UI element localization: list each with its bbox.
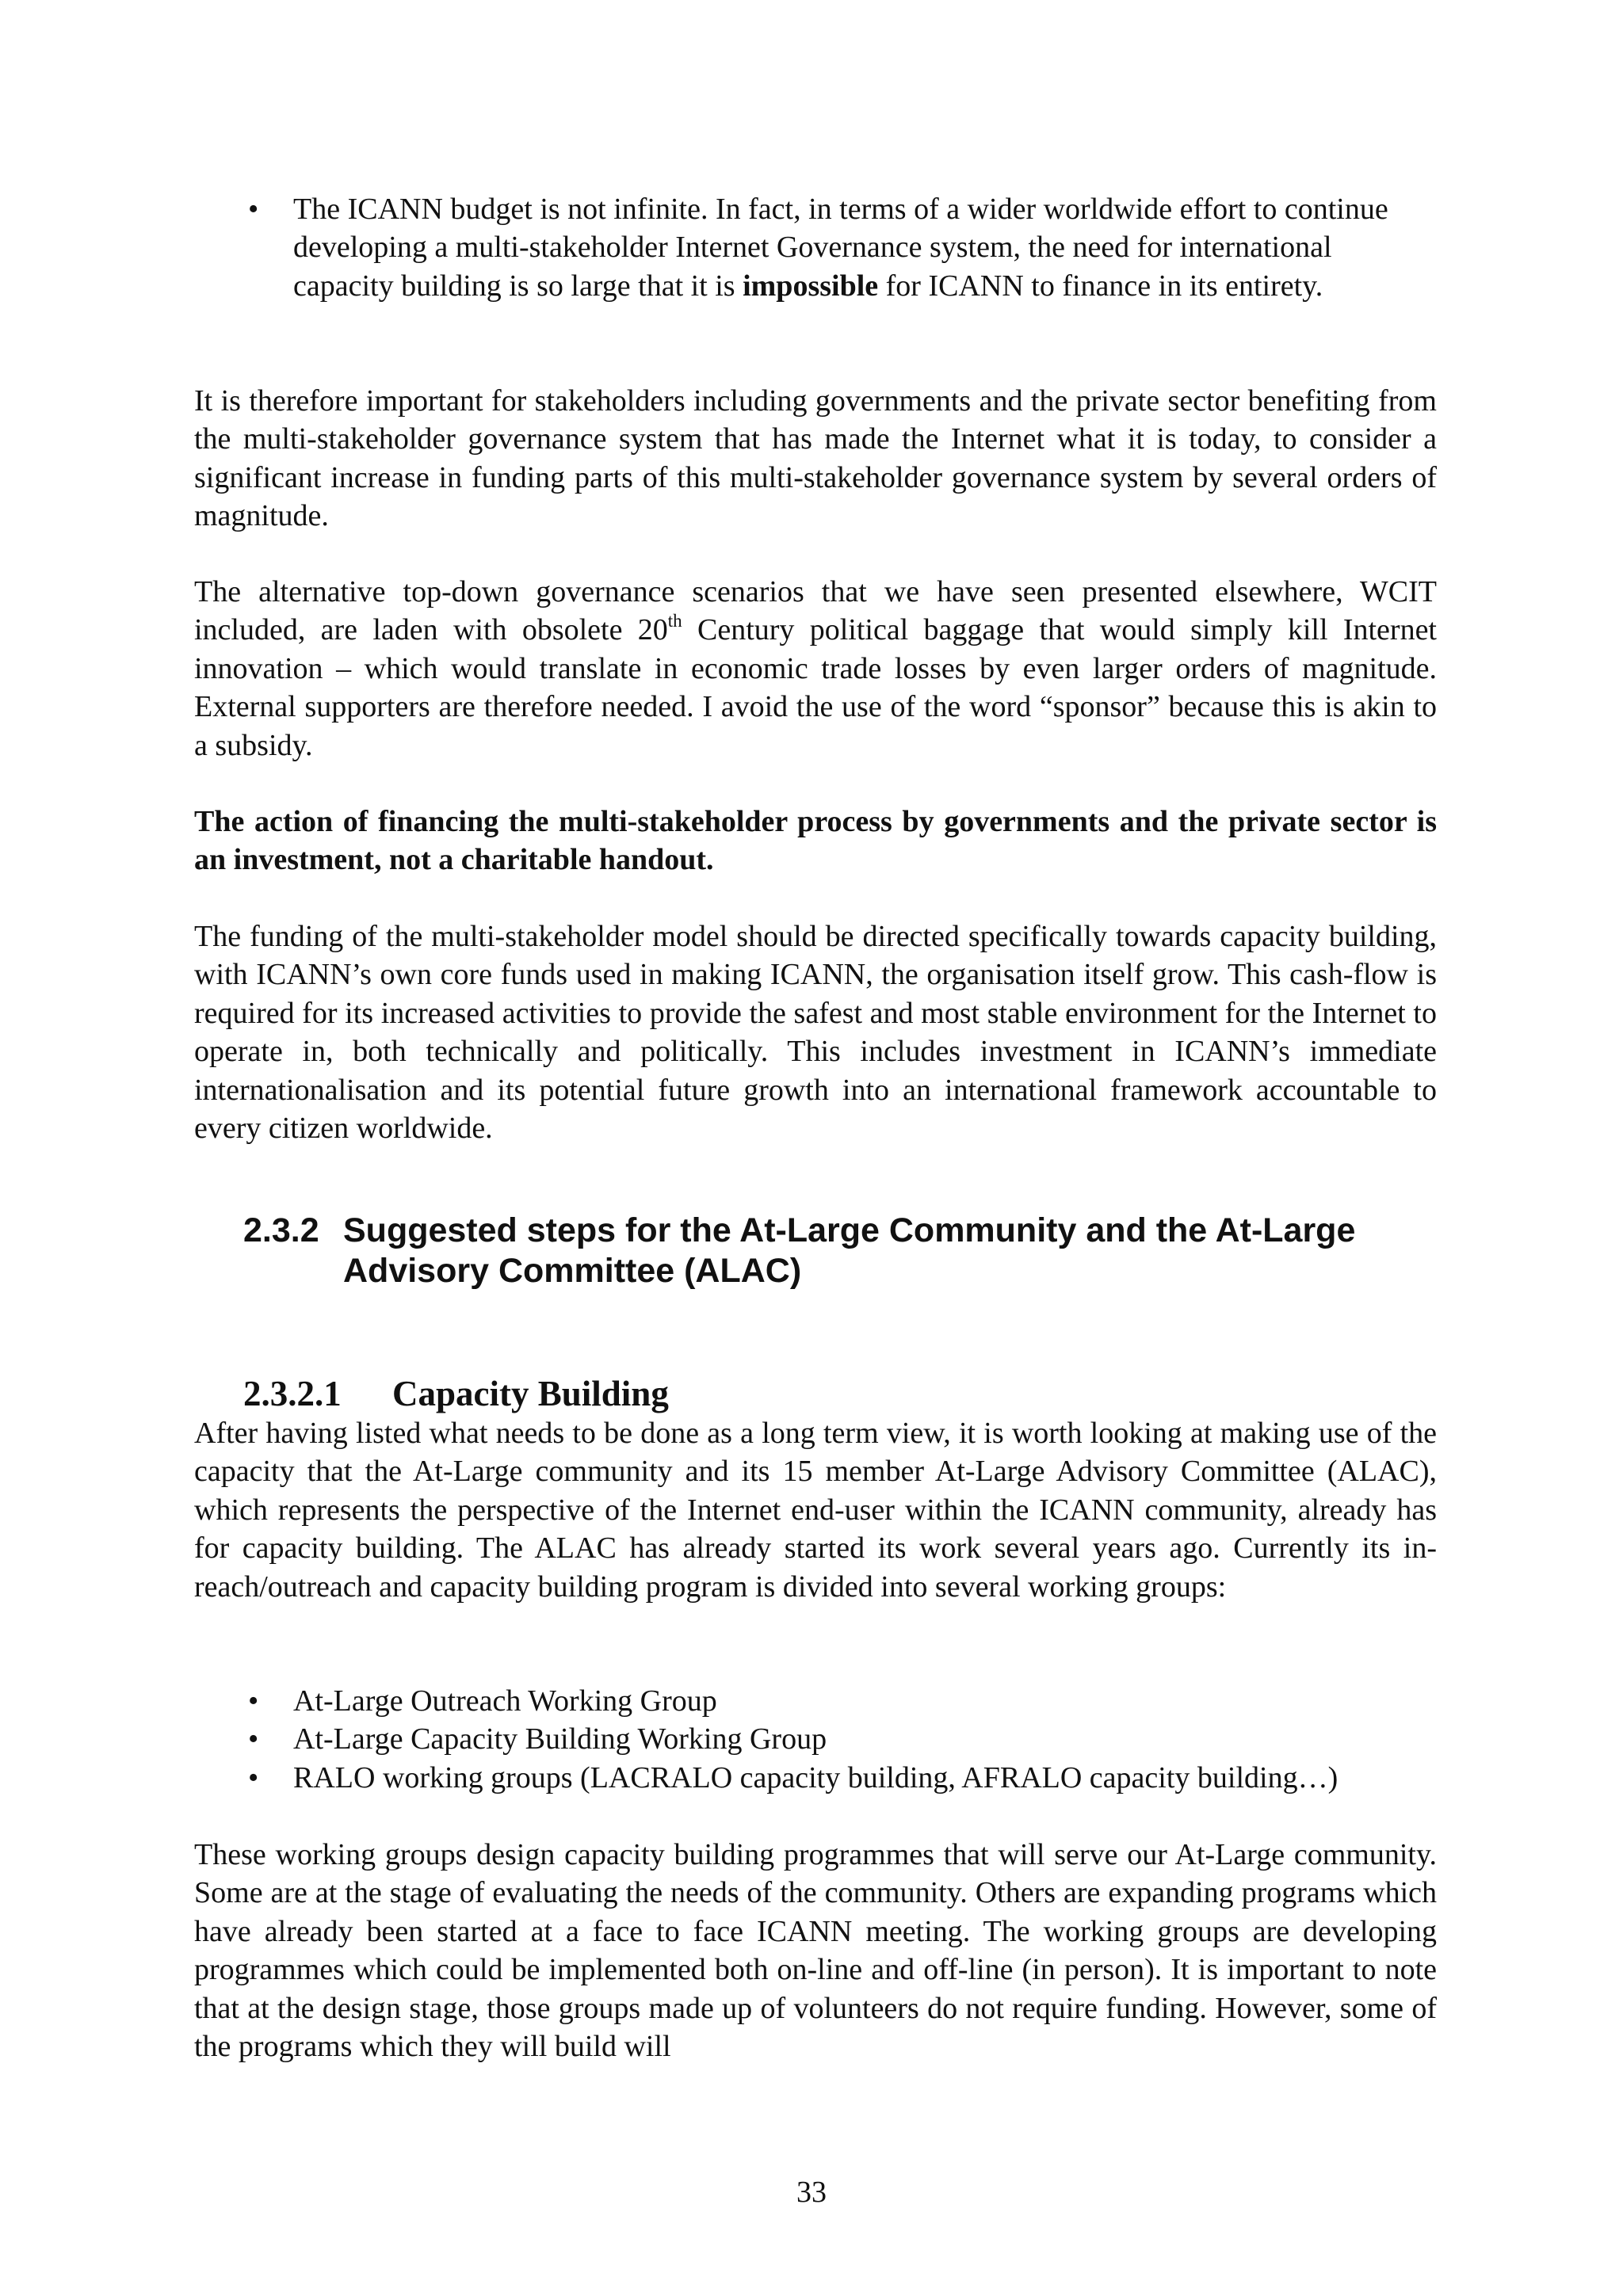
paragraph-working-groups: These working groups design capacity building programmes that will serve our At-Large community. Some are at the stage of evaluating the needs of the community. Others are expanding programs which have already been started at a face to face ICANN meeting. The working groups are developing programmes which could be implemented both on-line and off-line (in person). It is important to note that at the design stage, those groups made up of volunteers do not require funding. However, some of the programs which they will build will — [194, 1838, 1437, 2064]
paragraph-text-end: Century political baggage that would simply kill Internet innovation – which would translate in economic trade losses by even larger orders of magnitude. External supporters are therefore needed. I avoid the use of the word “sponsor” because this is akin to a subsidy. — [194, 613, 1437, 762]
list-item — [194, 1759, 1437, 1797]
subsection-title: Capacity Building — [392, 1374, 669, 1413]
list-item — [194, 1682, 1437, 1720]
superscript-th: th — [667, 611, 682, 631]
section-number: 2.3.2 — [243, 1211, 319, 1249]
page-number: 33 — [796, 2176, 827, 2209]
paragraph-text-start: The alternative top-down governance scenarios that we have seen presented elsewhere, WCIT included, are laden with obsolete 20 — [194, 575, 1437, 647]
list-item — [194, 1720, 1437, 1758]
bullet-bold-word: impossible — [743, 269, 879, 303]
working-group-label: RALO working groups (LACRALO capacity building, AFRALO capacity building…) — [293, 1760, 1338, 1794]
bullet-text-end: for ICANN to finance in its entirety. — [878, 269, 1323, 303]
list-item — [194, 190, 1437, 305]
working-group-label: At-Large Outreach Working Group — [293, 1684, 717, 1718]
paragraph-investment-statement: The action of financing the multi-stakeholder process by governments and the private sector is an investment, not a charitable handout. — [194, 805, 1437, 877]
bullet-icon: • — [248, 1760, 259, 1794]
bullet-icon: • — [248, 1722, 259, 1756]
paragraph-stakeholders: It is therefore important for stakeholders including governments and the private sector benefiting from the multi-stakeholder governance system that has made the Internet what it is today, to consider a significant increase in funding parts of this multi-stakeholder governance system by several orders of magnitude. — [194, 384, 1437, 533]
section-heading — [243, 1211, 1432, 1291]
paragraph-capacity-building: After having listed what needs to be done as a long term view, it is worth looking at making use of the capacity that the At-Large community and its 15 member At-Large Advisory Committee (ALAC), which represents the perspective of the Internet end-user within the ICANN community, already has for capacity building. The ALAC has already started its work several years ago. Currently its in-reach/outreach and capacity building program is divided into several working groups: — [194, 1417, 1437, 1604]
bullet-icon: • — [248, 193, 259, 226]
paragraph-funding: The funding of the multi-stakeholder model should be directed specifically towards capacity building, with ICANN’s own core funds used in making ICANN, the organisation itself grow. This cash-flow is required for its increased activities to provide the safest and most stable environment for the Internet to operate in, both technically and politically. This includes investment in ICANN’s immediate internationalisation and its potential future growth into an international framework accountable to every citizen worldwide. — [194, 920, 1437, 1146]
bullet-icon: • — [248, 1684, 259, 1718]
paragraph-alternative-governance — [194, 573, 1437, 765]
working-group-label: At-Large Capacity Building Working Group — [293, 1722, 827, 1756]
section-title: Suggested steps for the At-Large Community and the At-Large Advisory Committee (ALAC) — [343, 1211, 1356, 1290]
working-groups-list — [194, 1682, 1437, 1797]
bullet-text-start: The ICANN budget is not infinite. In fact, in terms of a wider worldwide effort to continue developing a multi-stakeholder Internet Governance system, the need for international capacity building is so large that it is — [293, 193, 1388, 303]
subsection-heading — [243, 1372, 669, 1415]
subsection-number: 2.3.2.1 — [243, 1374, 342, 1413]
budget-bullet-list — [194, 190, 1437, 305]
